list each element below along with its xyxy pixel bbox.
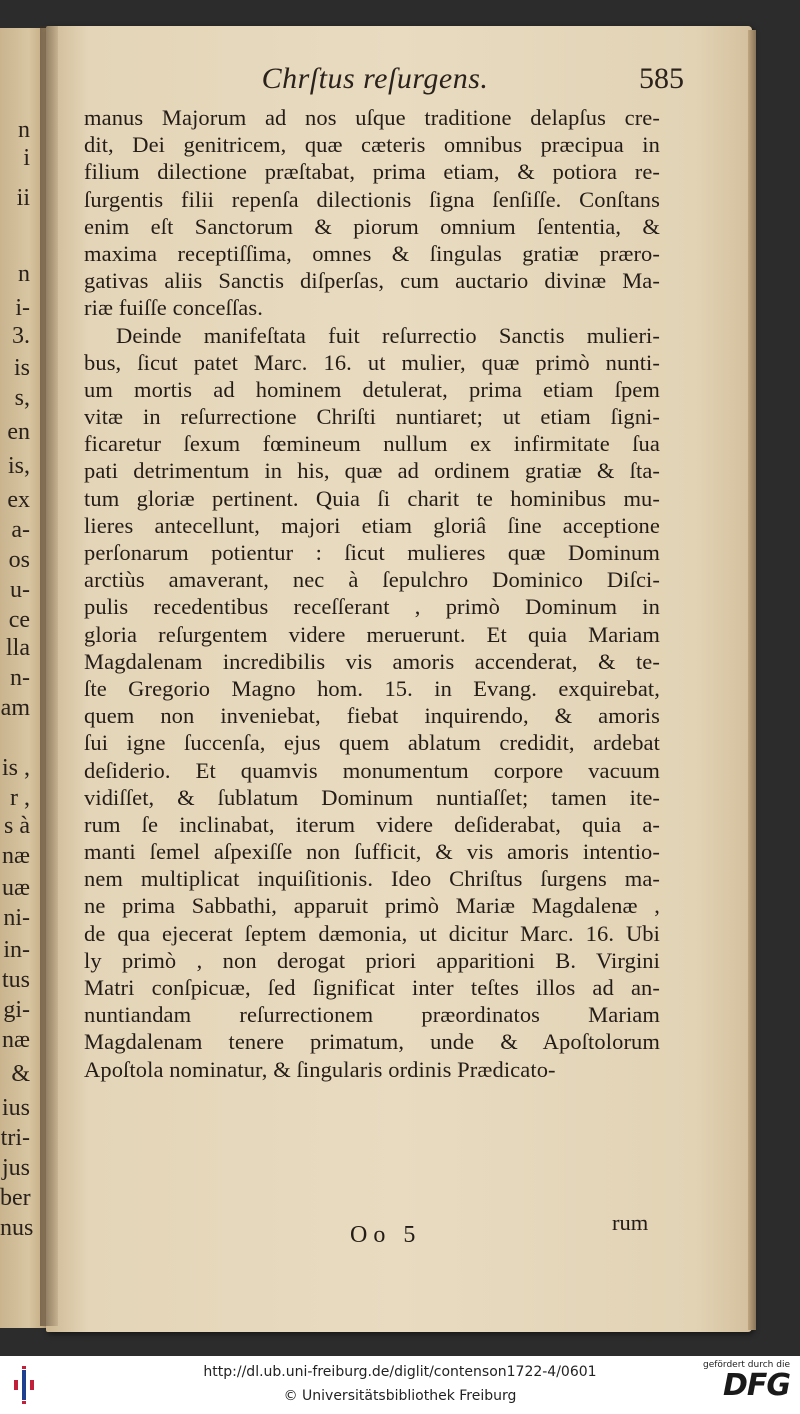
text-line: ficaretur ſexum fœmineum nullum ex infirmitate ſua [84,431,660,457]
text-line: Magdalenam tenere primatum, unde & Apoſtolorum [84,1029,660,1055]
left-page-fragment: en [7,419,30,445]
left-page-fragment: ce [8,607,30,633]
copyright-notice: © Universitätsbibliothek Freiburg [283,1388,517,1404]
text-line: ſui igne ſuccenſa, ejus quem ablatum credidit, ardebat [84,730,660,756]
text-line: Apoſtola nominatur, & ſingularis ordinis Prædicato- [84,1056,556,1082]
left-page-fragment: næ [1,843,30,869]
left-page-fragment: in- [3,937,30,963]
text-line: vitæ in reſurrectione Chriſti nuntiaret; ut etiam ſigni- [84,404,660,430]
text-line: pati detrimentum in his, quæ ad ordinem gratiæ & ſta- [84,458,660,484]
text-line: de qua ejecerat ſeptem dæmonia, ut dicitur Marc. 16. Ubi [84,920,660,946]
left-page-fragment: ex [7,487,30,513]
text-line: quem non inveniebat, fiebat inquirendo, & amoris [84,703,660,729]
page-edge-shadow [748,30,756,1330]
text-line: bus, ſicut patet Marc. 16. ut mulier, quæ primò nunti- [84,349,660,375]
left-page-fragment: u- [10,577,30,603]
dfg-logo: DFG [722,1368,790,1403]
left-page-fragment: is, [7,453,30,479]
page-header [70,62,684,106]
text-line: nuntiandam reſurrectionem præordinatos Mariam [84,1002,660,1028]
left-page-fragment: os [8,547,30,573]
left-page-fragment: gi- [3,997,30,1023]
left-page-fragment: is , [1,755,30,781]
text-line: manti ſemel aſpexiſſe non ſufficit, & vis amoris intentio- [84,839,660,865]
page-body-text [84,104,660,1083]
text-line: enim eſt Sanctorum & piorum omnium ſententia, & [84,213,660,239]
source-url-link[interactable]: http://dl.ub.uni-freiburg.de/diglit/contenson1722-4/0601 [203,1364,597,1380]
text-line: ſte Gregorio Magno hom. 15. in Evang. exquirebat, [84,675,660,701]
left-page-fragment: ius [1,1095,30,1121]
left-page-fragment: s à [4,813,30,839]
left-page-fragment: ber [0,1185,31,1211]
left-page-fragment: n [18,261,30,287]
funding-caption: gefördert durch die [703,1360,790,1370]
left-page-fragment: ni- [3,905,30,931]
text-line: vidiſſet, & ſublatum Dominum nuntiaſſet; tamen ite- [84,784,660,810]
text-line: lieres antecellunt, majori etiam gloriâ ſine acceptione [84,512,660,538]
text-line: riæ fuiſſe conceſſas. [84,295,263,321]
text-line: Magdalenam incredibilis vis amoris accenderat, & te- [84,648,660,674]
text-line: pulis recedentibus receſſerant , primò Dominum in [84,594,660,620]
left-page-fragment: & [11,1061,30,1087]
text-line: maxima receptiſſima, omnes & ſingulas gratiæ prærо- [84,240,660,266]
viewer-footer [0,1356,800,1414]
left-page-fragment: is [13,355,30,381]
text-line: tum gloriæ pertinent. Quia ſi charit te hominibus mu- [84,485,660,511]
page-number: 585 [639,62,684,95]
left-page-fragment: s, [14,385,30,411]
text-line: ſurgentis filii repenſa dilectionis ſigna ſenſiſſe. Conſtans [84,186,660,212]
text-line: gativas aliis Sanctis diſperſas, cum auctario divinæ Ma- [84,268,660,294]
text-line: ly primò , non derogat priori apparitioni B. Virgini [84,947,660,973]
text-line: perſonarum potientur : ſicut mulieres quæ Dominum [84,540,660,565]
left-page-fragment: jus [1,1155,30,1181]
book-gutter [40,26,58,1326]
left-page-fragment: næ [1,1027,30,1053]
catchword: rum [612,1210,649,1235]
left-page-fragment: r , [10,785,30,811]
left-page-fragment: tri- [0,1125,30,1151]
text-line: arctiùs amaverant, nec à ſepulchro Dominico Diſci- [84,567,660,593]
left-page-fragment: lla [6,635,30,661]
text-line: manus Majorum ad nos uſque traditione delapſus cre- [84,105,660,130]
text-line: nem multiplicat inquiſitionis. Ideo Chriſtus ſurgens ma- [84,866,660,892]
left-page-fragment: i- [15,295,30,321]
left-page-fragment: i [23,145,30,171]
left-page-fragment: nus [0,1215,34,1241]
text-line: gloria reſurgentem videre meruerunt. Et quia Mariam [84,621,660,647]
left-page-fragment: tus [1,967,30,993]
text-line: rum ſe inclinabat, iterum videre deſiderabat, quia a- [84,811,660,837]
text-line: um mortis ad hominem detulerat, prima etiam ſpem [84,376,660,402]
dfg-funding-badge [700,1360,790,1410]
left-page-fragment: ii [16,185,30,211]
text-line: deſiderio. Et quamvis monumentum corpore vacuum [84,757,660,783]
text-line: filium dilectione præſtabat, prima etiam, & potiora re- [84,159,660,185]
text-line: dit, Dei genitricem, quæ cæteris omnibus præcipua in [84,132,660,158]
left-page-fragment: n- [10,665,30,691]
left-page-fragment: 3. [12,323,30,349]
text-line: ne prima Sabbathi, apparuit primò Mariæ Magdalenæ , [84,893,660,919]
signature-mark: Oo 5 [350,1222,422,1248]
text-line: Deinde manifeſtata fuit reſurrectio Sanctis mulieri- [116,322,660,348]
left-page-fragment: uæ [1,875,30,901]
text-line: Matri conſpicuæ, ſed ſignificat inter teſtes illos ad an- [84,975,660,1000]
running-title: Chrſtus reſurgens. [261,62,489,95]
left-page-fragment: am [0,695,30,721]
left-page-fragment: a- [11,517,30,543]
left-page-fragment: n [18,117,30,143]
